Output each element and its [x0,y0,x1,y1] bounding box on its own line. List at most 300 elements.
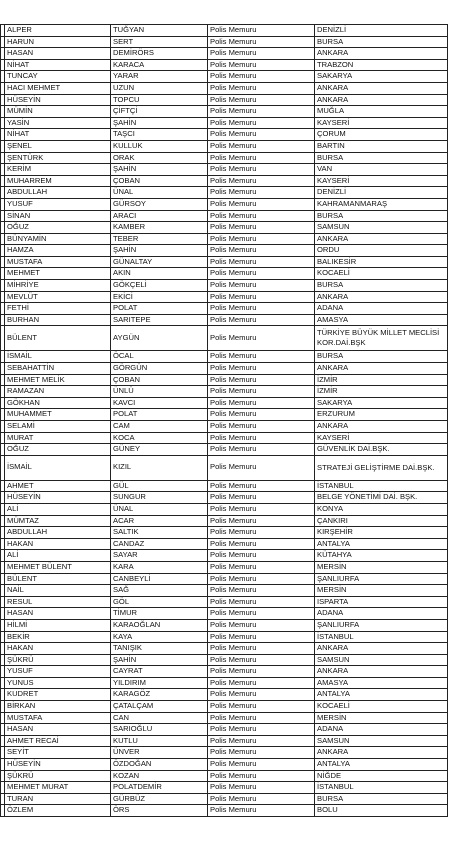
table-row [1,82,448,94]
unit-cell: ANKARA [315,82,448,94]
title-cell: Polis Memuru [208,210,315,222]
unit-cell: İZMİR [315,386,448,398]
unit-cell: KAYSERİ [315,117,448,129]
table-row [1,550,448,562]
last-name-cell: KAMBER [111,222,208,234]
personnel-table [0,24,448,817]
title-cell: Polis Memuru [208,140,315,152]
table-row [1,303,448,315]
table-row [1,585,448,597]
table-row [1,619,448,631]
title-cell: Polis Memuru [208,643,315,655]
title-cell: Polis Memuru [208,222,315,234]
title-cell: Polis Memuru [208,492,315,504]
unit-cell: ISPARTA [315,596,448,608]
title-cell: Polis Memuru [208,152,315,164]
first-name-cell: SEBAHATTİN [5,363,111,375]
table-row [1,724,448,736]
title-cell: Polis Memuru [208,455,315,480]
title-cell: Polis Memuru [208,198,315,210]
unit-cell: NİĞDE [315,770,448,782]
table-row [1,59,448,71]
table-row [1,351,448,363]
last-name-cell: CAYRAT [111,666,208,678]
first-name-cell: ABDULLAH [5,187,111,199]
first-name-cell: HASAN [5,608,111,620]
unit-cell: MUĞLA [315,106,448,118]
unit-cell: ADANA [315,724,448,736]
unit-cell: BOLU [315,805,448,817]
first-name-cell: ALPER [5,25,111,37]
title-cell: Polis Memuru [208,444,315,456]
first-name-cell: MUHAMMET [5,409,111,421]
first-name-cell: HÜSEYİN [5,492,111,504]
table-row [1,363,448,375]
unit-cell: KAYSERİ [315,175,448,187]
last-name-cell: ÖRS [111,805,208,817]
unit-cell: ŞANLIURFA [315,573,448,585]
last-name-cell: ÜNLÜ [111,386,208,398]
first-name-cell: SELAMİ [5,421,111,433]
title-cell: Polis Memuru [208,538,315,550]
title-cell: Polis Memuru [208,666,315,678]
first-name-cell: BURHAN [5,314,111,326]
title-cell: Polis Memuru [208,386,315,398]
table-row [1,175,448,187]
table-row [1,689,448,701]
title-cell: Polis Memuru [208,256,315,268]
last-name-cell: GÜNALTAY [111,256,208,268]
table-row [1,631,448,643]
title-cell: Polis Memuru [208,351,315,363]
last-name-cell: TANIŞIK [111,643,208,655]
last-name-cell: SAYAR [111,550,208,562]
first-name-cell: AHMET [5,480,111,492]
table-row [1,421,448,433]
title-cell: Polis Memuru [208,25,315,37]
table-row [1,187,448,199]
last-name-cell: AYGÜN [111,326,208,351]
table-row [1,805,448,817]
last-name-cell: TEBER [111,233,208,245]
last-name-cell: CAN [111,712,208,724]
unit-cell: MERSİN [315,561,448,573]
unit-cell: ANTALYA [315,689,448,701]
unit-cell: BURSA [315,152,448,164]
table-row [1,94,448,106]
table-row [1,152,448,164]
title-cell: Polis Memuru [208,303,315,315]
first-name-cell: SEYİT [5,747,111,759]
title-cell: Polis Memuru [208,233,315,245]
title-cell: Polis Memuru [208,106,315,118]
table-row [1,36,448,48]
last-name-cell: CANDAZ [111,538,208,550]
unit-cell: ANKARA [315,363,448,375]
unit-cell: ŞANLIURFA [315,619,448,631]
first-name-cell: HÜSEYİN [5,94,111,106]
unit-cell: DENİZLİ [315,25,448,37]
unit-cell: GÜVENLİK DAİ.BŞK. [315,444,448,456]
last-name-cell: KOZAN [111,770,208,782]
title-cell: Polis Memuru [208,291,315,303]
title-cell: Polis Memuru [208,187,315,199]
title-cell: Polis Memuru [208,314,315,326]
last-name-cell: ÜNAL [111,503,208,515]
unit-cell: SAKARYA [315,397,448,409]
title-cell: Polis Memuru [208,770,315,782]
title-cell: Polis Memuru [208,164,315,176]
title-cell: Polis Memuru [208,82,315,94]
last-name-cell: ÖCAL [111,351,208,363]
table-row [1,314,448,326]
title-cell: Polis Memuru [208,480,315,492]
table-row [1,770,448,782]
unit-cell: BARTIN [315,140,448,152]
title-cell: Polis Memuru [208,71,315,83]
title-cell: Polis Memuru [208,747,315,759]
table-body [1,25,448,817]
first-name-cell: SİNAN [5,210,111,222]
last-name-cell: ŞAHİN [111,245,208,257]
unit-cell: ANKARA [315,48,448,60]
table-row [1,608,448,620]
unit-cell: ÇORUM [315,129,448,141]
last-name-cell: CAM [111,421,208,433]
first-name-cell: TUNCAY [5,71,111,83]
first-name-cell: NAİL [5,585,111,597]
first-name-cell: BÜLENT [5,573,111,585]
table-row [1,129,448,141]
last-name-cell: KARA [111,561,208,573]
unit-cell: ANKARA [315,643,448,655]
unit-cell: TRABZON [315,59,448,71]
table-row [1,397,448,409]
table-row [1,164,448,176]
first-name-cell: FETHİ [5,303,111,315]
last-name-cell: KARACA [111,59,208,71]
title-cell: Polis Memuru [208,631,315,643]
last-name-cell: YILDIRIM [111,677,208,689]
first-name-cell: ŞENEL [5,140,111,152]
first-name-cell: HAKAN [5,538,111,550]
title-cell: Polis Memuru [208,397,315,409]
title-cell: Polis Memuru [208,409,315,421]
unit-cell: BELGE YÖNETİMİ DAİ. BŞK. [315,492,448,504]
first-name-cell: YUSUF [5,666,111,678]
title-cell: Polis Memuru [208,619,315,631]
last-name-cell: ŞAHİN [111,654,208,666]
unit-cell: ANKARA [315,291,448,303]
unit-cell: SAKARYA [315,71,448,83]
last-name-cell: GÜL [111,480,208,492]
unit-cell: ERZURUM [315,409,448,421]
unit-cell: ANKARA [315,233,448,245]
first-name-cell: HACI MEHMET [5,82,111,94]
title-cell: Polis Memuru [208,724,315,736]
table-row [1,25,448,37]
first-name-cell: HAKAN [5,643,111,655]
last-name-cell: TAŞCI [111,129,208,141]
first-name-cell: HİLMİ [5,619,111,631]
title-cell: Polis Memuru [208,759,315,771]
table-row [1,596,448,608]
table-row [1,735,448,747]
first-name-cell: RAMAZAN [5,386,111,398]
table-row [1,291,448,303]
last-name-cell: ARACI [111,210,208,222]
unit-cell: İZMİR [315,374,448,386]
title-cell: Polis Memuru [208,701,315,713]
table-row [1,374,448,386]
first-name-cell: YUNUS [5,677,111,689]
first-name-cell: HASAN [5,724,111,736]
unit-cell: ADANA [315,608,448,620]
last-name-cell: YARAR [111,71,208,83]
table-row [1,643,448,655]
first-name-cell: ALİ [5,550,111,562]
last-name-cell: KOCA [111,432,208,444]
title-cell: Polis Memuru [208,432,315,444]
first-name-cell: MUSTAFA [5,256,111,268]
last-name-cell: KULLUK [111,140,208,152]
last-name-cell: KAVCI [111,397,208,409]
first-name-cell: BEKİR [5,631,111,643]
table-row [1,480,448,492]
table-row [1,268,448,280]
title-cell: Polis Memuru [208,503,315,515]
last-name-cell: ÇOBAN [111,374,208,386]
table-row [1,432,448,444]
unit-cell: KAYSERİ [315,432,448,444]
table-row [1,747,448,759]
table-row [1,386,448,398]
table-row [1,233,448,245]
table-row [1,222,448,234]
table-row [1,245,448,257]
first-name-cell: MEHMET [5,268,111,280]
last-name-cell: DEMİRÖRS [111,48,208,60]
first-name-cell: ÖZLEM [5,805,111,817]
unit-cell: KOCAELİ [315,268,448,280]
last-name-cell: ÖZDOĞAN [111,759,208,771]
last-name-cell: UZUN [111,82,208,94]
unit-cell: İSTANBUL [315,782,448,794]
first-name-cell: İSMAİL [5,351,111,363]
unit-cell: KÜTAHYA [315,550,448,562]
table-row [1,538,448,550]
unit-cell: BURSA [315,793,448,805]
unit-cell: BURSA [315,280,448,292]
table-row [1,492,448,504]
table-row [1,561,448,573]
unit-cell: KAHRAMANMARAŞ [315,198,448,210]
last-name-cell: ŞAHİN [111,164,208,176]
last-name-cell: ÜNAL [111,187,208,199]
title-cell: Polis Memuru [208,782,315,794]
unit-cell: KIRŞEHİR [315,527,448,539]
last-name-cell: ŞAHİN [111,117,208,129]
last-name-cell: ÇOBAN [111,175,208,187]
table-row [1,198,448,210]
first-name-cell: YASİN [5,117,111,129]
table-row [1,654,448,666]
title-cell: Polis Memuru [208,175,315,187]
last-name-cell: GÖL [111,596,208,608]
last-name-cell: ÇATALÇAM [111,701,208,713]
unit-cell: VAN [315,164,448,176]
first-name-cell: OĞUZ [5,222,111,234]
first-name-cell: GÖKHAN [5,397,111,409]
first-name-cell: İSMAİL [5,455,111,480]
unit-cell: KOCAELİ [315,701,448,713]
first-name-cell: MURAT [5,432,111,444]
unit-cell: ORDU [315,245,448,257]
first-name-cell: YUSUF [5,198,111,210]
unit-cell: ANTALYA [315,759,448,771]
table-row [1,106,448,118]
title-cell: Polis Memuru [208,654,315,666]
first-name-cell: MÜMTAZ [5,515,111,527]
last-name-cell: TOPCU [111,94,208,106]
title-cell: Polis Memuru [208,608,315,620]
last-name-cell: POLAT [111,303,208,315]
table-row [1,117,448,129]
title-cell: Polis Memuru [208,280,315,292]
table-row [1,280,448,292]
last-name-cell: ÜNVER [111,747,208,759]
title-cell: Polis Memuru [208,363,315,375]
last-name-cell: GÖRGÜN [111,363,208,375]
unit-cell: İSTANBUL [315,480,448,492]
last-name-cell: KAYA [111,631,208,643]
title-cell: Polis Memuru [208,421,315,433]
table-row [1,515,448,527]
last-name-cell: ACAR [111,515,208,527]
title-cell: Polis Memuru [208,573,315,585]
first-name-cell: NİHAT [5,129,111,141]
last-name-cell: AKIN [111,268,208,280]
unit-cell: BURSA [315,210,448,222]
unit-cell: İSTANBUL [315,631,448,643]
last-name-cell: SARIOĞLU [111,724,208,736]
last-name-cell: GÜRBÜZ [111,793,208,805]
unit-cell: ANKARA [315,747,448,759]
last-name-cell: SARITEPE [111,314,208,326]
first-name-cell: MUSTAFA [5,712,111,724]
first-name-cell: HÜSEYİN [5,759,111,771]
first-name-cell: MEHMET MURAT [5,782,111,794]
first-name-cell: MİHRİYE [5,280,111,292]
table-row [1,666,448,678]
title-cell: Polis Memuru [208,326,315,351]
first-name-cell: KERİM [5,164,111,176]
title-cell: Polis Memuru [208,596,315,608]
table-row [1,140,448,152]
first-name-cell: AHMET RECAİ [5,735,111,747]
unit-cell: ANKARA [315,666,448,678]
table-row [1,712,448,724]
table-row [1,759,448,771]
table-row [1,48,448,60]
table-row [1,455,448,480]
title-cell: Polis Memuru [208,805,315,817]
unit-cell: STRATEJİ GELİŞTİRME DAİ.BŞK. [315,455,448,480]
last-name-cell: TİMUR [111,608,208,620]
last-name-cell: GÖKÇELİ [111,280,208,292]
last-name-cell: SUNGUR [111,492,208,504]
table-row [1,793,448,805]
table-row [1,782,448,794]
title-cell: Polis Memuru [208,129,315,141]
table-row [1,71,448,83]
first-name-cell: TURAN [5,793,111,805]
first-name-cell: BÜNYAMİN [5,233,111,245]
last-name-cell: KIZIL [111,455,208,480]
title-cell: Polis Memuru [208,793,315,805]
title-cell: Polis Memuru [208,515,315,527]
unit-cell: SAMSUN [315,222,448,234]
unit-cell: BALIKESİR [315,256,448,268]
first-name-cell: BİRKAN [5,701,111,713]
title-cell: Polis Memuru [208,59,315,71]
first-name-cell: ŞÜKRÜ [5,654,111,666]
first-name-cell: MÜMİN [5,106,111,118]
last-name-cell: GÜRSOY [111,198,208,210]
last-name-cell: SERT [111,36,208,48]
table-row [1,503,448,515]
unit-cell: MERSİN [315,712,448,724]
title-cell: Polis Memuru [208,374,315,386]
table-row [1,677,448,689]
first-name-cell: HAMZA [5,245,111,257]
first-name-cell: ŞENTÜRK [5,152,111,164]
title-cell: Polis Memuru [208,94,315,106]
last-name-cell: SALTIK [111,527,208,539]
last-name-cell: KARAGÖZ [111,689,208,701]
title-cell: Polis Memuru [208,268,315,280]
last-name-cell: GÜNEY [111,444,208,456]
unit-cell: SAMSUN [315,735,448,747]
title-cell: Polis Memuru [208,48,315,60]
first-name-cell: ŞÜKRÜ [5,770,111,782]
first-name-cell: MEVLÜT [5,291,111,303]
unit-cell: ÇANKIRI [315,515,448,527]
title-cell: Polis Memuru [208,689,315,701]
first-name-cell: MUHARREM [5,175,111,187]
table-row [1,573,448,585]
unit-cell: ANTALYA [315,538,448,550]
first-name-cell: NİHAT [5,59,111,71]
table-row [1,444,448,456]
table-row [1,210,448,222]
last-name-cell: SAĞ [111,585,208,597]
first-name-cell: BÜLENT [5,326,111,351]
title-cell: Polis Memuru [208,245,315,257]
first-name-cell: OĞUZ [5,444,111,456]
table-row [1,326,448,351]
unit-cell: MERSİN [315,585,448,597]
first-name-cell: HARUN [5,36,111,48]
title-cell: Polis Memuru [208,36,315,48]
title-cell: Polis Memuru [208,550,315,562]
first-name-cell: MEHMET MELİK [5,374,111,386]
unit-cell: ADANA [315,303,448,315]
last-name-cell: ÇİFTÇİ [111,106,208,118]
title-cell: Polis Memuru [208,735,315,747]
title-cell: Polis Memuru [208,677,315,689]
table-row [1,256,448,268]
